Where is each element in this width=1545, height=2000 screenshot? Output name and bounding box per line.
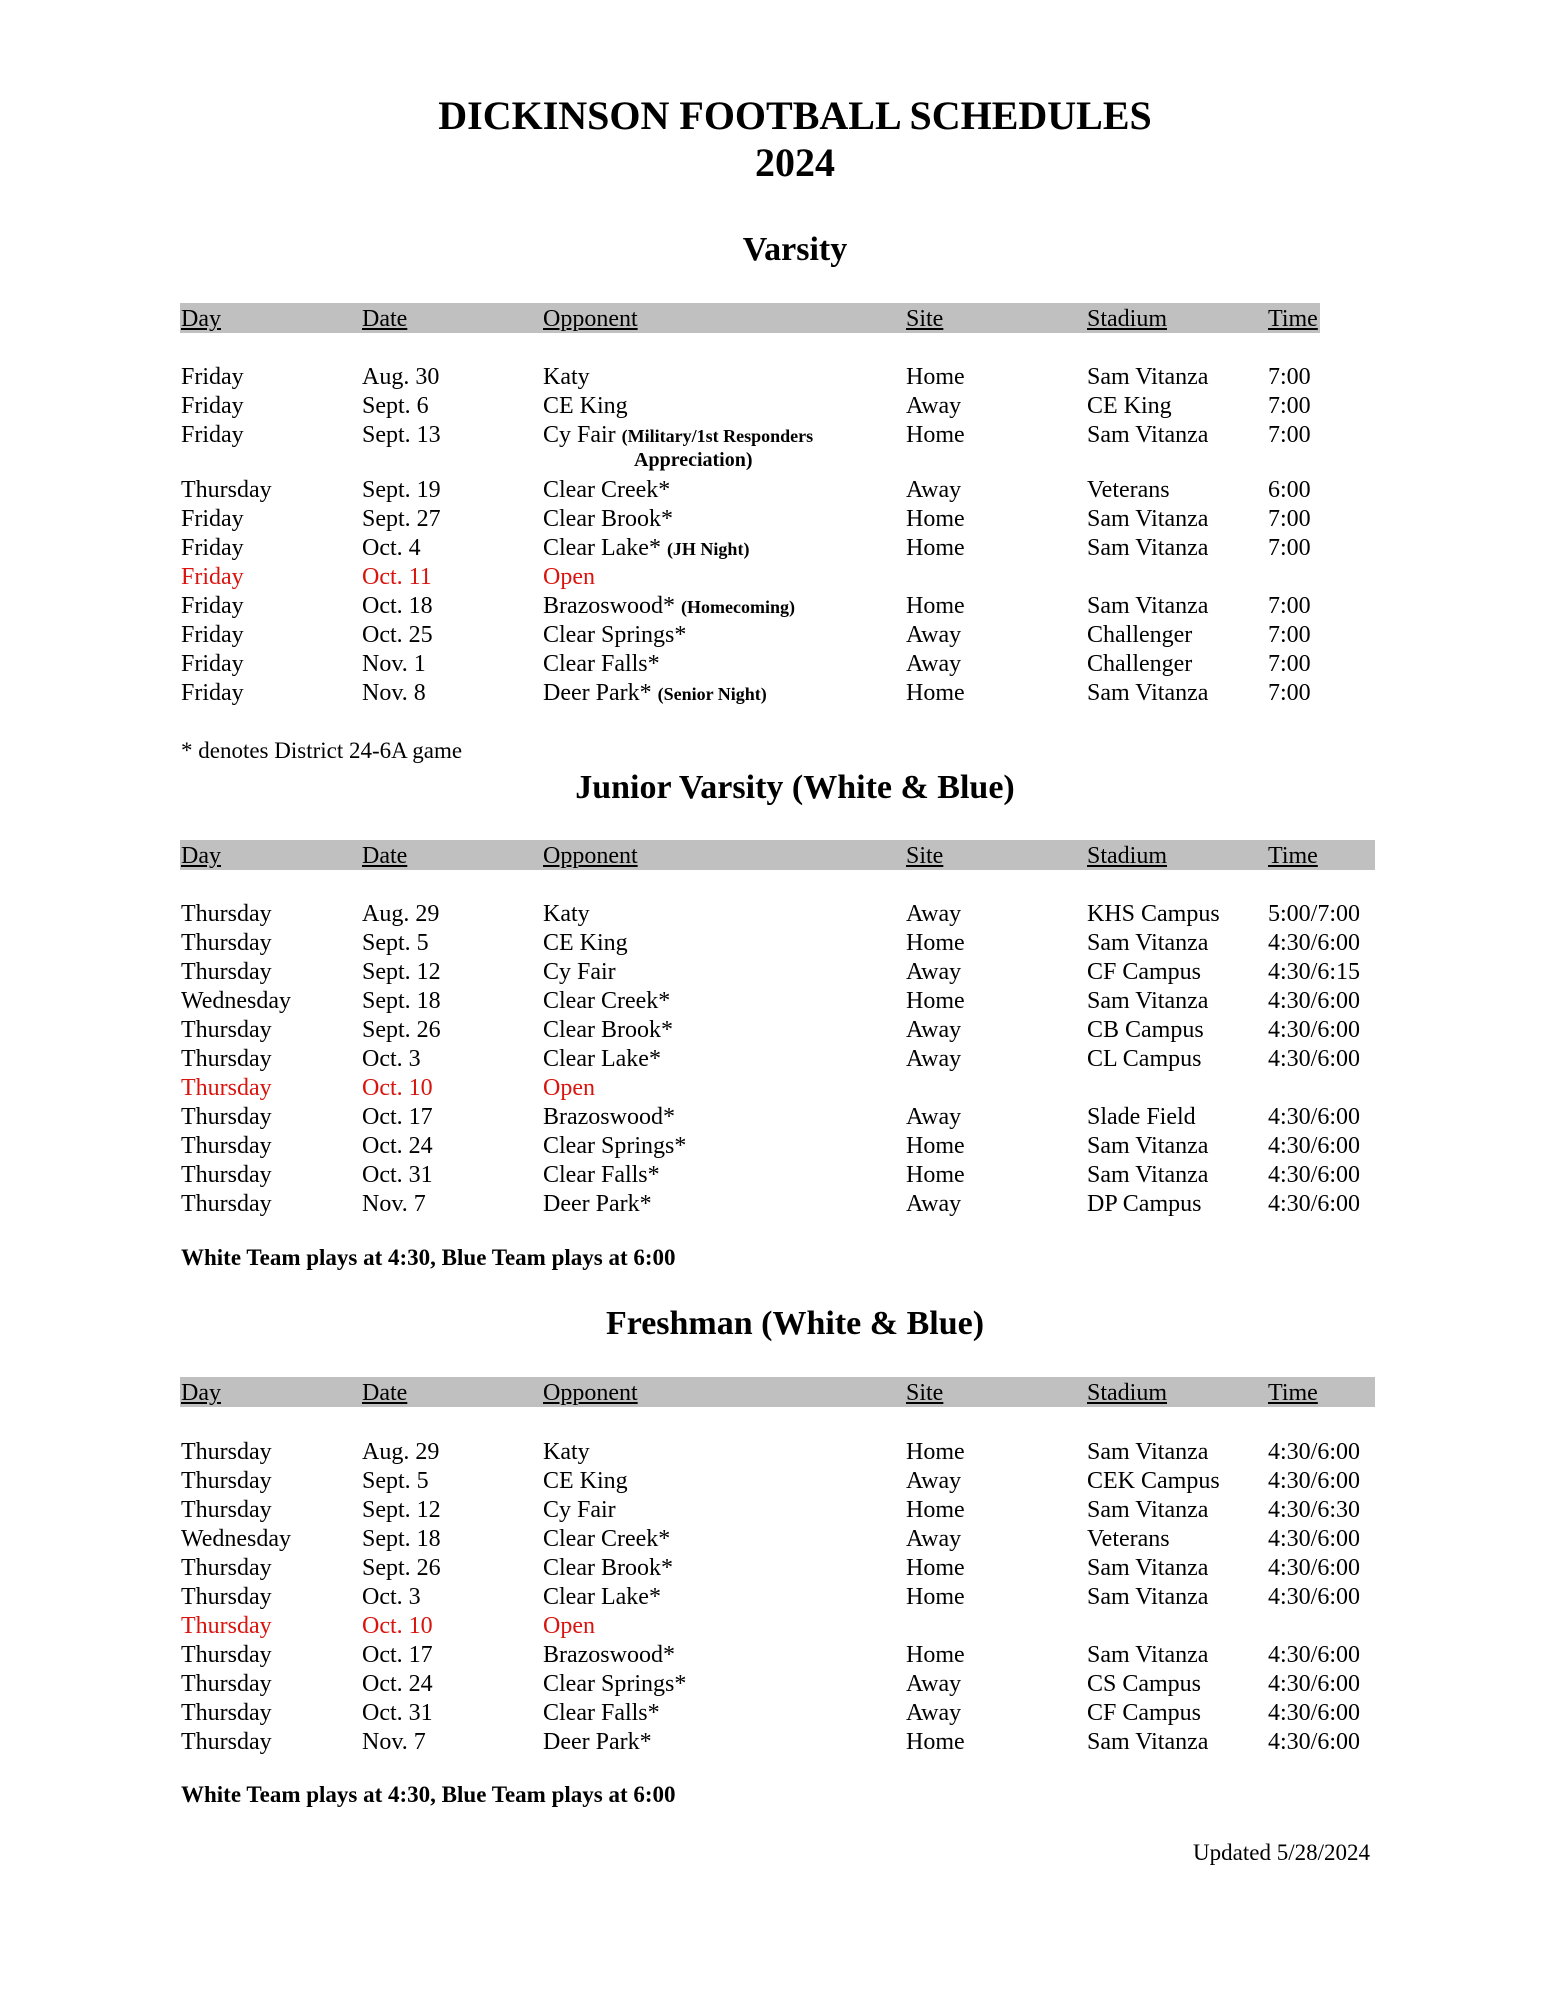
date-cell: Sept. 18 xyxy=(362,1526,441,1552)
day-cell: Thursday xyxy=(181,1555,272,1581)
opponent-cell xyxy=(543,592,795,622)
opponent-cell: Clear Brook* xyxy=(543,506,673,532)
opponent-cell: CE King xyxy=(543,393,628,419)
updated-date: Updated 5/28/2024 xyxy=(1193,1840,1370,1865)
date-cell: Aug. 30 xyxy=(362,364,440,390)
site-cell: Away xyxy=(906,1104,962,1130)
site-cell: Home xyxy=(906,1729,965,1755)
date-cell: Oct. 24 xyxy=(362,1671,433,1697)
opponent-cell: Brazoswood* xyxy=(543,1104,675,1130)
day-cell: Thursday xyxy=(181,1642,272,1668)
site-cell: Away xyxy=(906,393,962,419)
time-cell: 4:30/6:00 xyxy=(1268,1162,1361,1188)
table-row xyxy=(0,621,1545,650)
site-cell: Away xyxy=(906,1671,962,1697)
opponent-cell xyxy=(543,679,767,709)
stadium-cell: Veterans xyxy=(1087,1526,1170,1552)
date-cell: Nov. 8 xyxy=(362,680,426,706)
opponent-name: Brazoswood* xyxy=(543,593,675,619)
site-cell: Home xyxy=(906,1162,965,1188)
game-note: (Senior Night) xyxy=(657,684,767,704)
time-cell: 4:30/6:00 xyxy=(1268,1700,1361,1726)
day-cell: Friday xyxy=(181,680,244,706)
time-cell: 5:00/7:00 xyxy=(1268,901,1361,927)
jv-header-bar xyxy=(180,840,1375,870)
stadium-cell: CEK Campus xyxy=(1087,1468,1220,1494)
freshman-header-bar xyxy=(180,1377,1375,1407)
day-cell: Thursday xyxy=(181,1671,272,1697)
date-cell: Nov. 1 xyxy=(362,651,426,677)
stadium-cell: KHS Campus xyxy=(1087,901,1220,927)
stadium-cell: Sam Vitanza xyxy=(1087,506,1209,532)
stadium-cell: CL Campus xyxy=(1087,1046,1202,1072)
table-row xyxy=(0,1525,1545,1554)
opponent-cell: Open xyxy=(543,1075,595,1101)
opponent-cell: Clear Brook* xyxy=(543,1555,673,1581)
site-cell: Away xyxy=(906,477,962,503)
day-cell: Thursday xyxy=(181,1104,272,1130)
day-cell: Thursday xyxy=(181,1584,272,1610)
opponent-cell: Clear Lake* xyxy=(543,1046,661,1072)
stadium-cell: Slade Field xyxy=(1087,1104,1196,1130)
stadium-cell: CF Campus xyxy=(1087,959,1202,985)
day-cell: Wednesday xyxy=(181,988,292,1014)
date-cell: Oct. 25 xyxy=(362,622,433,648)
date-cell: Sept. 26 xyxy=(362,1555,441,1581)
header-opponent: Opponent xyxy=(543,843,638,869)
day-cell: Friday xyxy=(181,651,244,677)
opponent-cell: Katy xyxy=(543,364,590,390)
date-cell: Oct. 10 xyxy=(362,1613,433,1639)
table-row xyxy=(0,392,1545,421)
opponent-cell: Clear Creek* xyxy=(543,988,671,1014)
site-cell: Away xyxy=(906,1046,962,1072)
date-cell: Oct. 17 xyxy=(362,1104,433,1130)
site-cell: Home xyxy=(906,1584,965,1610)
table-row xyxy=(0,534,1545,563)
date-cell: Oct. 11 xyxy=(362,564,432,590)
opponent-cell: Open xyxy=(543,564,595,590)
opponent-name: Clear Lake* xyxy=(543,535,661,561)
table-row xyxy=(0,1074,1545,1103)
date-cell: Sept. 19 xyxy=(362,477,441,503)
site-cell: Away xyxy=(906,651,962,677)
header-opponent: Opponent xyxy=(543,1380,638,1406)
site-cell: Away xyxy=(906,1526,962,1552)
date-cell: Oct. 10 xyxy=(362,1075,433,1101)
time-cell: 4:30/6:00 xyxy=(1268,1133,1361,1159)
time-cell: 7:00 xyxy=(1268,651,1311,677)
day-cell: Friday xyxy=(181,422,244,448)
day-cell: Thursday xyxy=(181,477,272,503)
opponent-cell: Clear Creek* xyxy=(543,477,671,503)
opponent-cell: Clear Falls* xyxy=(543,651,660,677)
table-row xyxy=(0,1554,1545,1583)
site-cell: Away xyxy=(906,959,962,985)
date-cell: Oct. 3 xyxy=(362,1584,421,1610)
game-note: (Military/1st Responders xyxy=(621,426,814,446)
day-cell: Friday xyxy=(181,506,244,532)
opponent-cell: Deer Park* xyxy=(543,1191,652,1217)
table-row xyxy=(0,563,1545,592)
date-cell: Sept. 13 xyxy=(362,422,441,448)
day-cell: Friday xyxy=(181,564,244,590)
site-cell: Home xyxy=(906,1497,965,1523)
page-title: DICKINSON FOOTBALL SCHEDULES xyxy=(438,93,1152,138)
table-row xyxy=(0,1161,1545,1190)
opponent-cell: Clear Falls* xyxy=(543,1700,660,1726)
table-row xyxy=(0,592,1545,621)
header-time: Time xyxy=(1268,1380,1318,1406)
day-cell: Thursday xyxy=(181,901,272,927)
header-day: Day xyxy=(181,843,221,869)
stadium-cell: CF Campus xyxy=(1087,1700,1202,1726)
table-row xyxy=(0,1190,1545,1219)
table-row xyxy=(0,1728,1545,1757)
date-cell: Oct. 18 xyxy=(362,593,433,619)
date-cell: Aug. 29 xyxy=(362,1439,440,1465)
table-row xyxy=(0,476,1545,505)
header-opponent: Opponent xyxy=(543,306,638,332)
time-cell: 4:30/6:00 xyxy=(1268,1439,1361,1465)
day-cell: Thursday xyxy=(181,1162,272,1188)
opponent-cell: Clear Falls* xyxy=(543,1162,660,1188)
time-cell: 7:00 xyxy=(1268,535,1311,561)
game-note: (JH Night) xyxy=(666,539,750,559)
opponent-cell: Open xyxy=(543,1613,595,1639)
stadium-cell: Sam Vitanza xyxy=(1087,930,1209,956)
time-cell: 4:30/6:00 xyxy=(1268,1729,1361,1755)
opponent-cell: Cy Fair xyxy=(543,959,616,985)
day-cell: Friday xyxy=(181,593,244,619)
site-cell: Away xyxy=(906,1191,962,1217)
table-row xyxy=(0,1496,1545,1525)
site-cell: Home xyxy=(906,988,965,1014)
day-cell: Friday xyxy=(181,622,244,648)
day-cell: Wednesday xyxy=(181,1526,292,1552)
date-cell: Oct. 17 xyxy=(362,1642,433,1668)
date-cell: Aug. 29 xyxy=(362,901,440,927)
site-cell: Home xyxy=(906,364,965,390)
header-time: Time xyxy=(1268,843,1318,869)
header-site: Site xyxy=(906,1380,944,1406)
header-day: Day xyxy=(181,306,221,332)
stadium-cell: Sam Vitanza xyxy=(1087,1133,1209,1159)
table-row xyxy=(0,958,1545,987)
table-row xyxy=(0,1016,1545,1045)
opponent-cell: Katy xyxy=(543,901,590,927)
header-date: Date xyxy=(362,1380,408,1406)
day-cell: Thursday xyxy=(181,1497,272,1523)
stadium-cell: CS Campus xyxy=(1087,1671,1202,1697)
stadium-cell: Sam Vitanza xyxy=(1087,680,1209,706)
table-row xyxy=(0,1641,1545,1670)
table-row xyxy=(0,1699,1545,1728)
day-cell: Thursday xyxy=(181,1017,272,1043)
time-cell: 4:30/6:00 xyxy=(1268,1584,1361,1610)
stadium-cell: Sam Vitanza xyxy=(1087,1162,1209,1188)
stadium-cell: CB Campus xyxy=(1087,1017,1204,1043)
table-row xyxy=(0,900,1545,929)
time-cell: 7:00 xyxy=(1268,593,1311,619)
stadium-cell: CE King xyxy=(1087,393,1172,419)
freshman-title: Freshman (White & Blue) xyxy=(605,1305,985,1342)
time-cell: 7:00 xyxy=(1268,622,1311,648)
time-cell: 4:30/6:00 xyxy=(1268,1046,1361,1072)
table-row xyxy=(0,1438,1545,1467)
time-cell: 4:30/6:00 xyxy=(1268,1555,1361,1581)
site-cell: Away xyxy=(906,1468,962,1494)
date-cell: Sept. 5 xyxy=(362,1468,429,1494)
header-site: Site xyxy=(906,843,944,869)
opponent-cell: Clear Springs* xyxy=(543,1133,687,1159)
header-day: Day xyxy=(181,1380,221,1406)
day-cell: Thursday xyxy=(181,1046,272,1072)
table-row xyxy=(0,505,1545,534)
page-year: 2024 xyxy=(755,140,835,185)
stadium-cell: Sam Vitanza xyxy=(1087,1729,1209,1755)
date-cell: Oct. 24 xyxy=(362,1133,433,1159)
header-time: Time xyxy=(1268,306,1318,332)
stadium-cell: Sam Vitanza xyxy=(1087,1439,1209,1465)
date-cell: Sept. 18 xyxy=(362,988,441,1014)
table-row xyxy=(0,1045,1545,1074)
day-cell: Thursday xyxy=(181,1191,272,1217)
site-cell: Home xyxy=(906,506,965,532)
time-cell: 4:30/6:00 xyxy=(1268,1526,1361,1552)
date-cell: Oct. 31 xyxy=(362,1700,433,1726)
stadium-cell: Challenger xyxy=(1087,622,1193,648)
table-row xyxy=(0,1612,1545,1641)
table-row xyxy=(0,987,1545,1016)
day-cell: Thursday xyxy=(181,1075,272,1101)
stadium-cell: Sam Vitanza xyxy=(1087,593,1209,619)
freshman-footnote: White Team plays at 4:30, Blue Team plays at 6:00 xyxy=(181,1782,676,1807)
table-row xyxy=(0,929,1545,958)
stadium-cell: Veterans xyxy=(1087,477,1170,503)
time-cell: 4:30/6:00 xyxy=(1268,1468,1361,1494)
day-cell: Thursday xyxy=(181,959,272,985)
day-cell: Thursday xyxy=(181,1729,272,1755)
date-cell: Sept. 6 xyxy=(362,393,429,419)
time-cell: 4:30/6:15 xyxy=(1268,959,1361,985)
site-cell: Home xyxy=(906,1642,965,1668)
time-cell: 4:30/6:30 xyxy=(1268,1497,1361,1523)
opponent-cell: CE King xyxy=(543,1468,628,1494)
site-cell: Away xyxy=(906,622,962,648)
time-cell: 4:30/6:00 xyxy=(1268,1104,1361,1130)
stadium-cell: Sam Vitanza xyxy=(1087,988,1209,1014)
opponent-cell: Clear Lake* xyxy=(543,1584,661,1610)
time-cell: 7:00 xyxy=(1268,680,1311,706)
site-cell: Home xyxy=(906,1439,965,1465)
opponent-cell: Katy xyxy=(543,1439,590,1465)
table-row xyxy=(0,421,1545,450)
opponent-cell: CE King xyxy=(543,930,628,956)
opponent-cell: Deer Park* xyxy=(543,1729,652,1755)
table-row xyxy=(0,1467,1545,1496)
table-row xyxy=(0,679,1545,708)
date-cell: Oct. 4 xyxy=(362,535,421,561)
site-cell: Away xyxy=(906,1017,962,1043)
table-row xyxy=(0,1132,1545,1161)
header-site: Site xyxy=(906,306,944,332)
time-cell: 7:00 xyxy=(1268,393,1311,419)
header-stadium: Stadium xyxy=(1087,306,1168,332)
jv-footnote: White Team plays at 4:30, Blue Team plays at 6:00 xyxy=(181,1245,676,1270)
site-cell: Away xyxy=(906,1700,962,1726)
table-row xyxy=(0,1670,1545,1699)
time-cell: 4:30/6:00 xyxy=(1268,1642,1361,1668)
date-cell: Sept. 26 xyxy=(362,1017,441,1043)
stadium-cell: Sam Vitanza xyxy=(1087,364,1209,390)
site-cell: Home xyxy=(906,593,965,619)
site-cell: Home xyxy=(906,1555,965,1581)
header-stadium: Stadium xyxy=(1087,843,1168,869)
opponent-cell xyxy=(543,421,813,451)
time-cell: 4:30/6:00 xyxy=(1268,1671,1361,1697)
opponent-name: Deer Park* xyxy=(543,680,652,706)
stadium-cell: Sam Vitanza xyxy=(1087,1497,1209,1523)
day-cell: Thursday xyxy=(181,1613,272,1639)
date-cell: Sept. 12 xyxy=(362,959,441,985)
site-cell: Home xyxy=(906,1133,965,1159)
varsity-header-bar xyxy=(180,303,1320,333)
opponent-cell xyxy=(543,534,749,564)
date-cell: Sept. 27 xyxy=(362,506,441,532)
table-row xyxy=(0,1583,1545,1612)
time-cell: 4:30/6:00 xyxy=(1268,988,1361,1014)
date-cell: Oct. 31 xyxy=(362,1162,433,1188)
opponent-name: Cy Fair xyxy=(543,422,616,448)
opponent-cell: Brazoswood* xyxy=(543,1642,675,1668)
opponent-cell: Cy Fair xyxy=(543,1497,616,1523)
day-cell: Friday xyxy=(181,535,244,561)
stadium-cell: Sam Vitanza xyxy=(1087,1555,1209,1581)
jv-title: Junior Varsity (White & Blue) xyxy=(575,769,1015,806)
day-cell: Friday xyxy=(181,364,244,390)
game-note: (Homecoming) xyxy=(680,597,795,617)
header-date: Date xyxy=(362,306,408,332)
table-row xyxy=(0,1103,1545,1132)
date-cell: Oct. 3 xyxy=(362,1046,421,1072)
date-cell: Nov. 7 xyxy=(362,1191,426,1217)
site-cell: Home xyxy=(906,535,965,561)
site-cell: Home xyxy=(906,930,965,956)
time-cell: 7:00 xyxy=(1268,422,1311,448)
site-cell: Home xyxy=(906,680,965,706)
day-cell: Thursday xyxy=(181,930,272,956)
time-cell: 4:30/6:00 xyxy=(1268,1191,1361,1217)
site-cell: Home xyxy=(906,422,965,448)
stadium-cell: Challenger xyxy=(1087,651,1193,677)
date-cell: Sept. 5 xyxy=(362,930,429,956)
opponent-cell: Clear Springs* xyxy=(543,1671,687,1697)
varsity-title: Varsity xyxy=(742,231,848,268)
day-cell: Thursday xyxy=(181,1700,272,1726)
header-stadium: Stadium xyxy=(1087,1380,1168,1406)
time-cell: 4:30/6:00 xyxy=(1268,1017,1361,1043)
table-row xyxy=(0,363,1545,392)
time-cell: 6:00 xyxy=(1268,477,1311,503)
stadium-cell: Sam Vitanza xyxy=(1087,535,1209,561)
varsity-note-continuation: Appreciation) xyxy=(634,449,753,471)
site-cell: Away xyxy=(906,901,962,927)
day-cell: Thursday xyxy=(181,1468,272,1494)
time-cell: 7:00 xyxy=(1268,364,1311,390)
day-cell: Friday xyxy=(181,393,244,419)
opponent-cell: Clear Creek* xyxy=(543,1526,671,1552)
stadium-cell: Sam Vitanza xyxy=(1087,422,1209,448)
day-cell: Thursday xyxy=(181,1439,272,1465)
date-cell: Nov. 7 xyxy=(362,1729,426,1755)
opponent-cell: Clear Springs* xyxy=(543,622,687,648)
time-cell: 4:30/6:00 xyxy=(1268,930,1361,956)
stadium-cell: DP Campus xyxy=(1087,1191,1202,1217)
stadium-cell: Sam Vitanza xyxy=(1087,1642,1209,1668)
date-cell: Sept. 12 xyxy=(362,1497,441,1523)
header-date: Date xyxy=(362,843,408,869)
table-row xyxy=(0,650,1545,679)
time-cell: 7:00 xyxy=(1268,506,1311,532)
day-cell: Thursday xyxy=(181,1133,272,1159)
stadium-cell: Sam Vitanza xyxy=(1087,1584,1209,1610)
opponent-cell: Clear Brook* xyxy=(543,1017,673,1043)
varsity-footnote: * denotes District 24-6A game xyxy=(181,738,463,763)
